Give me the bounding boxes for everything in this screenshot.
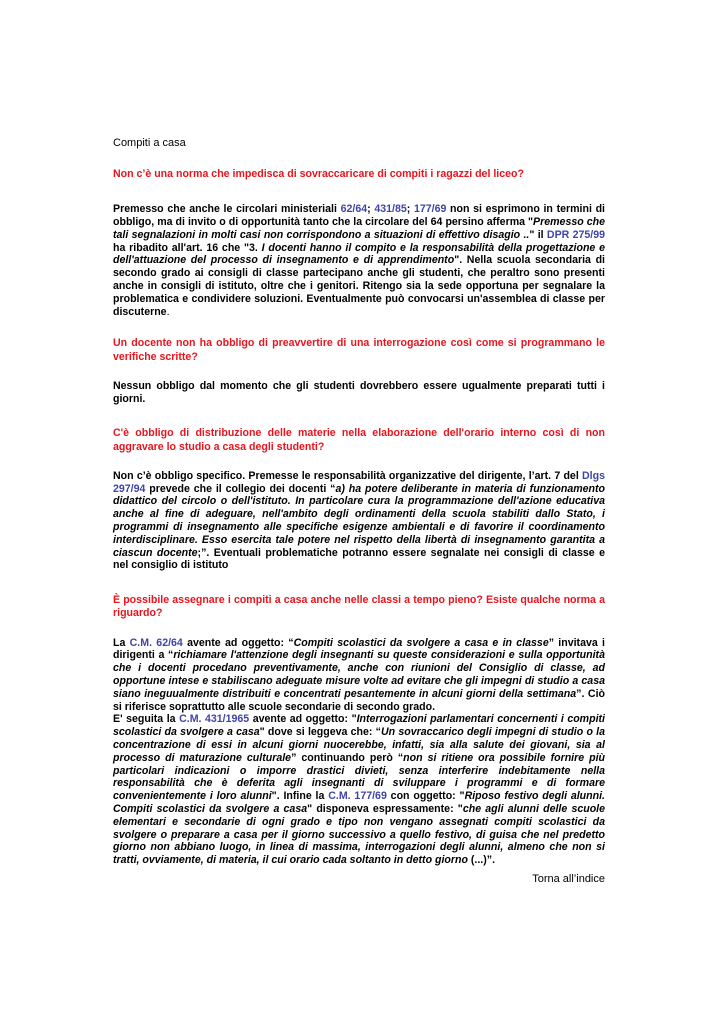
ref-link-431-85[interactable]: 431/85 [374,203,407,216]
question-3: C'è obbligo di distribuzione delle materie nella elaborazione dell'orario interno così di non aggravare lo studio a casa degli studenti? [113,427,605,453]
question-4: È possibile assegnare i compiti a casa anche nelle classi a tempo pieno? Esiste qualche norma a riguardo? [113,594,605,620]
document-body [113,136,605,886]
ref-link-62-64[interactable]: 62/64 [340,203,368,216]
question-1: Non c’è una norma che impedisca di sovraccaricare di compiti i ragazzi del liceo? [113,168,524,180]
ref-link-cm-431-1965[interactable]: C.M. 431/1965 [179,713,250,726]
ref-link-177-69[interactable]: 177/69 [413,203,447,216]
ref-link-dpr-275-99[interactable]: DPR 275/99 [546,228,606,241]
ref-link-dlgs-297-94[interactable]: Dlgs 297/94 [113,469,605,495]
answer-1: Premesso che anche le circolari ministeriali 62/64; 431/85; 177/69 non si esprimono in termini di obbligo, ma di invito o di opportunità tanto che la circolare del 64 persino afferma "Premesso che tali segnalazioni in molti casi non corrispondono a situazioni di effettivo disagio .." il DPR 275/99 ha ribadito all'art. 16 che "3. I docenti hanno il compito e la responsabilità della progettazione e dell'attuazione del processo di insegnamento e di apprendimento". Nella scuola secondaria di secondo grado ai consigli di classe partecipano anche gli studenti, che peraltro sono presenti anche in consigli di istituto, oltre che i genitori. Ritengo sia la sede opportuna per segnalare la problematica e condividere soluzioni. Eventualmente può convocarsi un'assemblea di classe per discuterne. [113,203,606,318]
question-2: Un docente non ha obbligo di preavvertire di una interrogazione così come si programmano le verifiche scritte? [113,337,605,363]
answer-3: Non c’è obbligo specifico. Premesse le responsabilità organizzative del dirigente, l’art. 7 del Dlgs 297/94 prevede che il collegio dei docenti “a) ha potere deliberante in materia di funzionamento didattico del circolo o dell'istituto. In particolare cura la programmazione dell'azione educativa anche al fine di adeguare, nell'ambito degli ordinamenti della scuola stabiliti dallo Stato, i programmi di insegnamento alle specifiche esigenze ambientali e di favorire il coordinamento interdisciplinare. Esso esercita tale potere nel rispetto della libertà di insegnamento garantita a ciascun docente;”. Eventuali problematiche potranno essere segnalate nei consigli di classe e nel consiglio di istituto [113,469,605,572]
answer-4: La C.M. 62/64 avente ad oggetto: “Compiti scolastici da svolgere a casa e in classe” invitava i dirigenti a “richiamare l'attenzione degli insegnanti su queste considerazioni e sulla opportunità che i docenti procedano preventivamente, anche con riunioni del Consiglio di classe, ad opportune intese e stabiliscano adeguate misure volte ad evitare che gli impegni di studio a casa siano ineguualmente distribuiti e concentrati pesantemente in alcuni giorni della settimana”. Ciò si riferisce soprattutto alle scuole secondarie di secondo grado. [113,636,605,713]
answer-5: E' seguita la C.M. 431/1965 avente ad oggetto: "Interrogazioni parlamentari concernenti i compiti scolastici da svolgere a casa" dove si leggeva che: “Un sovraccarico degli impegni di studio o la concentrazione di essi in alcuni giorni nuocerebbe, infatti, sia alla salute dei giovani, sia al processo di maturazione culturale” continuando però “non si ritiene ora possibile fornire più particolari indicazioni o imporre drastici divieti, senza interferire indebitamente nella responsabilità che è deferita agli insegnanti di sviluppare i programmi e di formare convenientemente i loro alunni". Infine la C.M. 177/69 con oggetto: "Riposo festivo degli alunni. Compiti scolastici da svolgere a casa" disponeva espressamente: "che agli alunni delle scuole elementari e secondarie di ogni grado e tipo non vengano assegnati compiti scolastici da svolgere o preparare a casa per il giorno successivo a quello festivo, di guisa che nel predetto giorno non abbiano luogo, in linea di massima, interrogazioni degli alunni, almeno che non si tratti, ovviamente, di materia, il cui orario cada soltanto in detto giorno (...)”. [113,713,606,867]
ref-link-cm-62-64[interactable]: C.M. 62/64 [129,636,183,649]
page-title: Compiti a casa [113,137,186,149]
ref-link-cm-177-69[interactable]: C.M. 177/69 [328,790,387,803]
answer-2: Nessun obbligo dal momento che gli studenti dovrebbero essere ugualmente preparati tutti i giorni. [113,379,605,405]
back-to-index-link[interactable]: Torna all’indice [532,873,605,885]
